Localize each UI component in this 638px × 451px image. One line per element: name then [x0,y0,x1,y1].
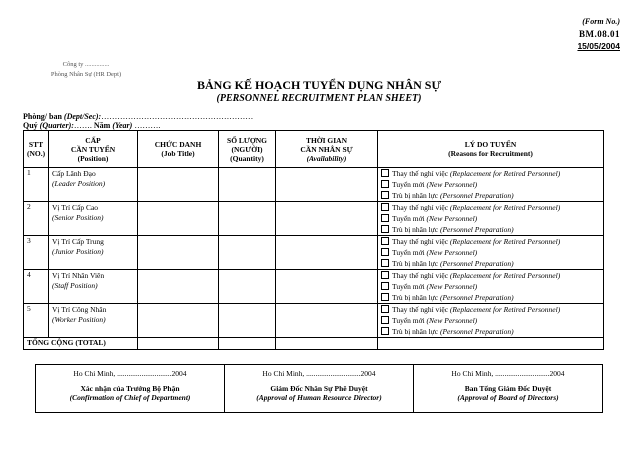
position-cell [49,304,138,338]
row-number: 2 [24,202,49,236]
signature-block [225,365,414,413]
total-availability-cell[interactable] [276,338,378,350]
reason-option[interactable]: Tuyển mới (New Personnel) [381,315,600,326]
position-cell [49,270,138,304]
position-cell [49,168,138,202]
job-title-cell[interactable] [138,236,219,270]
reason-option[interactable]: Thay thế nghỉ việc (Replacement for Retired Personnel) [381,168,600,179]
quantity-cell[interactable] [219,236,276,270]
checkbox-icon[interactable] [381,316,389,324]
signature-title-vn: Giám Đốc Nhân Sự Phê Duyệt [270,384,368,393]
position-en: (Junior Position) [52,247,104,256]
company-block [36,60,136,80]
company-dept: Phòng Nhân Sự (HR Dept) [50,71,122,78]
dept-field[interactable]: ………………………………………………… [101,112,254,121]
reason-cell [378,236,604,270]
table-row [24,168,604,202]
dept-label: Phòng/ ban [23,112,64,121]
reason-option[interactable]: Thay thế nghỉ việc (Replacement for Retired Personnel) [381,202,600,213]
reason-option[interactable]: Trù bị nhân lực (Personnel Preparation) [381,224,600,235]
reason-option[interactable]: Tuyển mới (New Personnel) [381,213,600,224]
table-row [24,304,604,338]
reason-option[interactable]: Thay thế nghỉ việc (Replacement for Retired Personnel) [381,270,600,281]
quantity-cell[interactable] [219,270,276,304]
job-title-cell[interactable] [138,202,219,236]
document-subtitle: (PERSONNEL RECRUITMENT PLAN SHEET) [216,93,422,104]
reason-option[interactable]: Trù bị nhân lực (Personnel Preparation) [381,292,600,303]
availability-cell[interactable] [276,270,378,304]
checkbox-icon[interactable] [381,259,389,267]
row-number: 3 [24,236,49,270]
year-label: Năm [93,121,113,130]
checkbox-icon[interactable] [381,180,389,188]
checkbox-icon[interactable] [381,214,389,222]
col-stt: STT (NO.) [24,131,49,168]
job-title-cell[interactable] [138,168,219,202]
reason-option[interactable]: Trù bị nhân lực (Personnel Preparation) [381,258,600,269]
col-reason: LÝ DO TUYỂN (Reasons for Recruitment) [378,131,604,168]
reason-option[interactable]: Tuyển mới (New Personnel) [381,179,600,190]
col-level: CẤP CẦN TUYỂN (Position) [49,131,138,168]
availability-cell[interactable] [276,202,378,236]
reason-option[interactable]: Trù bị nhân lực (Personnel Preparation) [381,326,600,337]
document-title: BẢNG KẾ HOẠCH TUYỂN DỤNG NHÂN SỰ [196,78,442,92]
signature-title-en: (Approval of Board of Directors) [457,393,559,402]
quantity-cell[interactable] [219,202,276,236]
year-label-en: (Year) [112,121,133,130]
total-quantity-cell[interactable] [219,338,276,350]
quarter-label-en: (Quarter): [39,121,74,130]
dept-label-en: (Dept/Sec): [63,112,102,121]
position-vn: Vị Trí Nhân Viên [52,271,105,280]
col-quantity: SỐ LƯỢNG (NGƯỜI) (Quantity) [219,131,276,168]
col-job-title: CHỨC DANH (Job Title) [138,131,219,168]
signature-date[interactable]: Ho Chi Minh, .............................2004 [451,369,565,378]
availability-cell[interactable] [276,168,378,202]
availability-cell[interactable] [276,304,378,338]
quantity-cell[interactable] [219,304,276,338]
row-number: 4 [24,270,49,304]
quantity-cell[interactable] [219,168,276,202]
position-vn: Cấp Lãnh Đạo [52,169,96,178]
signature-table [35,364,603,413]
reason-option[interactable]: Tuyển mới (New Personnel) [381,247,600,258]
form-code: BM.08.01 [579,29,620,39]
quarter-field[interactable]: ……. [73,121,94,130]
signature-block [36,365,225,413]
quarter-label: Quý [23,121,40,130]
row-number: 1 [24,168,49,202]
signature-date[interactable]: Ho Chi Minh, .............................2004 [73,369,187,378]
availability-cell[interactable] [276,236,378,270]
table-row [24,236,604,270]
checkbox-icon[interactable] [381,327,389,335]
position-en: (Worker Position) [52,315,106,324]
signature-title-vn: Ban Tổng Giám Đốc Duyệt [464,384,552,393]
form-date: 15/05/2004 [577,41,620,51]
dept-line [23,112,253,121]
signature-date[interactable]: Ho Chi Minh, .............................2004 [262,369,376,378]
checkbox-icon[interactable] [381,293,389,301]
total-reason-cell [378,338,604,350]
position-cell [49,236,138,270]
recruitment-plan-table [23,130,604,350]
checkbox-icon[interactable] [381,271,389,279]
checkbox-icon[interactable] [381,225,389,233]
total-job-title-cell[interactable] [138,338,219,350]
signature-title-en: (Confirmation of Chief of Department) [69,393,191,402]
table-row [24,270,604,304]
reason-cell [378,168,604,202]
position-en: (Leader Position) [52,179,106,188]
total-row [24,338,604,350]
checkbox-icon[interactable] [381,305,389,313]
form-no-label: (Form No.) [582,17,620,26]
position-en: (Senior Position) [52,213,104,222]
reason-option[interactable]: Thay thế nghỉ việc (Replacement for Retired Personnel) [381,304,600,315]
reason-option[interactable]: Trù bị nhân lực (Personnel Preparation) [381,190,600,201]
checkbox-icon[interactable] [381,191,389,199]
position-vn: Vị Trí Cấp Trung [52,237,104,246]
checkbox-icon[interactable] [381,203,389,211]
reason-cell [378,202,604,236]
position-vn: Vị Trí Công Nhân [52,305,107,314]
reason-cell [378,270,604,304]
position-cell [49,202,138,236]
checkbox-icon[interactable] [381,237,389,245]
table-row [24,202,604,236]
reason-option[interactable]: Tuyển mới (New Personnel) [381,281,600,292]
checkbox-icon[interactable] [381,169,389,177]
position-vn: Vị Trí Cấp Cao [52,203,99,212]
checkbox-icon[interactable] [381,282,389,290]
table-header-row [24,131,604,168]
reason-cell [378,304,604,338]
job-title-cell[interactable] [138,270,219,304]
job-title-cell[interactable] [138,304,219,338]
col-availability: THỜI GIAN CẦN NHÂN SỰ (Availability) [276,131,378,168]
signature-title-en: (Approval of Human Resource Director) [256,393,382,402]
company-name: Công ty ............... [62,61,110,68]
signature-block [414,365,603,413]
total-label: TỔNG CỘNG (TOTAL) [24,338,138,350]
quarter-line [23,121,160,130]
reason-option[interactable]: Thay thế nghỉ việc (Replacement for Retired Personnel) [381,236,600,247]
form-number-block [577,16,620,52]
year-field[interactable]: ………. [132,121,161,130]
checkbox-icon[interactable] [381,248,389,256]
row-number: 5 [24,304,49,338]
signature-title-vn: Xác nhận của Trưởng Bộ Phận [80,384,180,393]
position-en: (Staff Position) [52,281,98,290]
